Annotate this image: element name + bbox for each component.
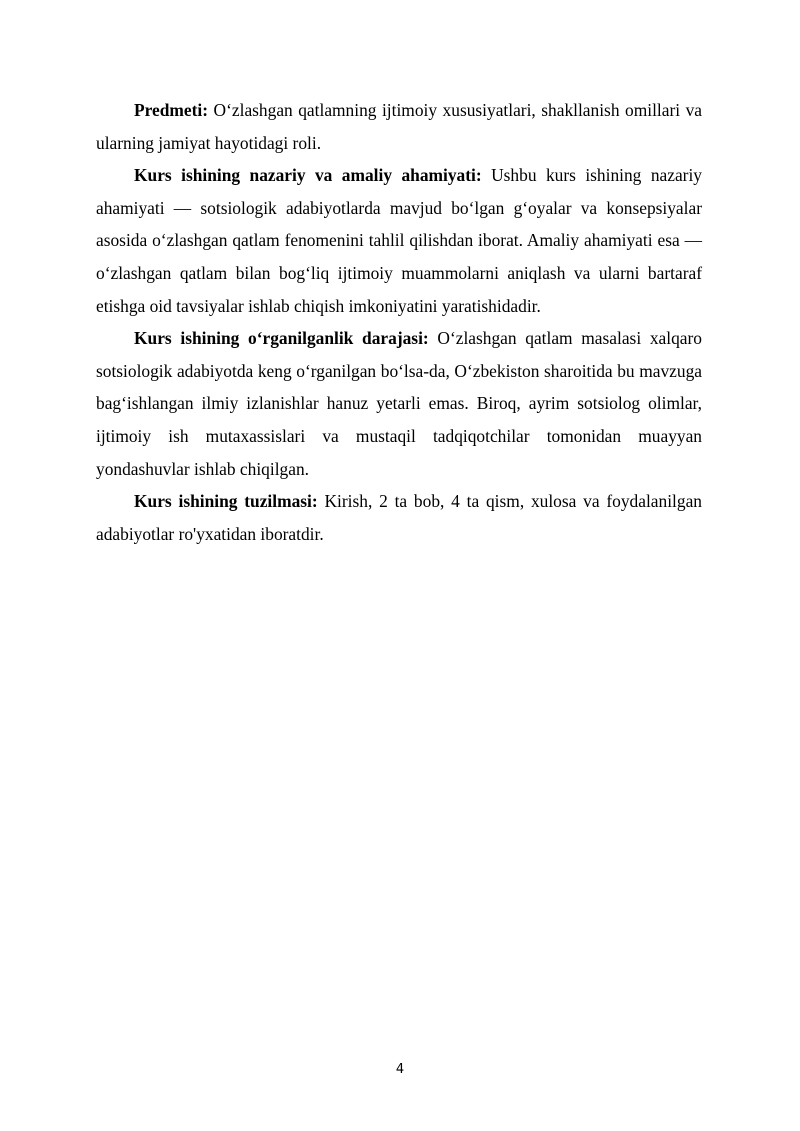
page-body: [96, 94, 702, 550]
paragraph-label: Kurs ishining tuzilmasi:: [134, 491, 318, 512]
paragraph-text: O‘zlashgan qatlamning ijtimoiy xususiyatlari, shakllanish omillari va ularning jamiyat hayotidagi roli.: [96, 100, 702, 153]
paragraph-text: Kirish, 2 ta bob, 4 ta qism, xulosa va foydalanilgan adabiyotlar ro'yxatidan iboratdir.: [96, 491, 702, 544]
paragraph-label: Kurs ishining nazariy va amaliy ahamiyati:: [134, 165, 482, 186]
paragraph-text: O‘zlashgan qatlam masalasi xalqaro sotsiologik adabiyotda keng o‘rganilgan bo‘lsa-da, O‘zbekiston sharoitida bu mavzuga bag‘ishlangan ilmiy izlanishlar hanuz yetarli emas. Biroq, ayrim sotsiolog olimlar, ijtimoiy ish mutaxassislari va mustaqil tadqiqotchilar tomonidan muayyan yondashuvlar ishlab chiqilgan.: [96, 328, 702, 479]
paragraph-structure: [96, 485, 702, 550]
paragraph-significance: [96, 159, 702, 322]
paragraph-label: Kurs ishining o‘rganilganlik darajasi:: [134, 328, 429, 349]
paragraph-subject: [96, 94, 702, 159]
paragraph-label: Predmeti:: [134, 100, 209, 120]
page-number: 4: [395, 1062, 405, 1077]
paragraph-research-level: [96, 322, 702, 485]
paragraph-text: Ushbu kurs ishining nazariy ahamiyati — sotsiologik adabiyotlarda mavjud bo‘lgan g‘oyalar va konsepsiyalar asosida o‘zlashgan qatlam fenomenini tahlil qilishdan iborat. Amaliy ahamiyati esa — o‘zlashgan qatlam bilan bog‘liq ijtimoiy muammolarni aniqlash va ularni bartaraf etishga oid tavsiyalar ishlab chiqish imkoniyatini yaratishidadir.: [96, 165, 702, 316]
